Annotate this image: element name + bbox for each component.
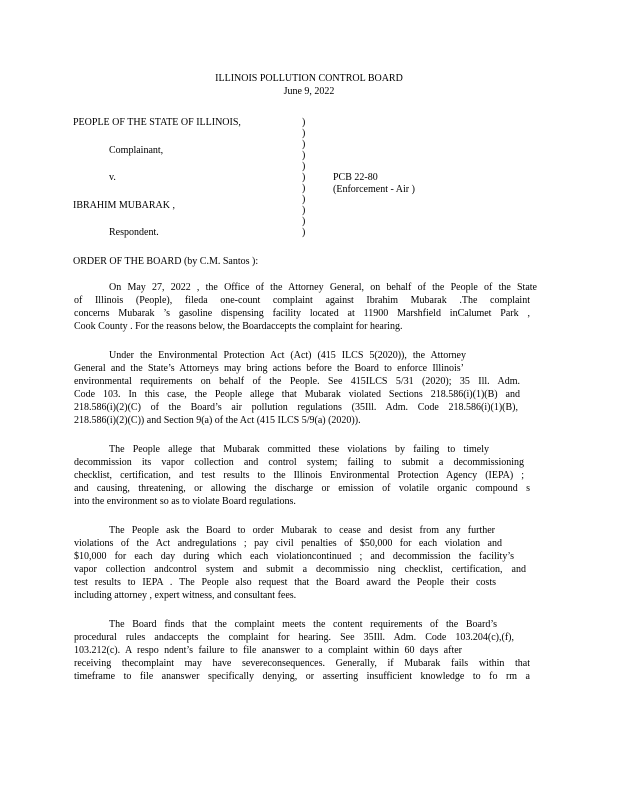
caption-bracket: ) <box>302 139 306 150</box>
caption-bracket: ) <box>302 227 306 238</box>
respondent-label: Respondent. <box>109 227 159 238</box>
paragraph-line: of Illinois (People), fileda one-count complaint against Ibrahim Mubarak .The complaint <box>74 295 530 306</box>
caption-bracket: ) <box>302 161 306 172</box>
respondent-name: IBRAHIM MUBARAK , <box>73 200 175 211</box>
caption-bracket: ) <box>302 150 306 161</box>
case-number: PCB 22-80 <box>333 172 378 183</box>
paragraph-line: concerns Mubarak ’s gasoline dispensing facility located at 11900 Marshfield inCalumet Park , <box>74 308 530 319</box>
paragraph-line: Cook County . For the reasons below, the Boardaccepts the complaint for hearing. <box>74 321 403 332</box>
paragraph-line: Code 103. In this case, the People allege that Mubarak violated Sections 218.586(i)(1)(B) and <box>74 389 520 400</box>
paragraph-line: The People allege that Mubarak committed these violations by failing to timely <box>109 444 489 455</box>
order-date: June 9, 2022 <box>283 86 335 97</box>
paragraph-line: $10,000 for each day during which each violationcontinued ; and decommission the facility’s <box>74 551 514 562</box>
case-type: (Enforcement - Air ) <box>333 184 415 195</box>
caption-bracket: ) <box>302 117 306 128</box>
paragraph-line: violations of the Act andregulations ; pay civil penalties of $50,000 for each violation and <box>74 538 502 549</box>
versus-label: v. <box>109 172 116 183</box>
paragraph-line: receiving thecomplaint may have severeconsequences. Generally, if Mubarak fails within that <box>74 658 530 669</box>
paragraph-line: General and the State’s Attorneys may bring actions before the Board to enforce Illinois’ <box>74 363 464 374</box>
agency-title: ILLINOIS POLLUTION CONTROL BOARD <box>215 73 403 84</box>
paragraph-line: decommission its vapor collection and control system; failing to submit a decommissioning <box>74 457 524 468</box>
paragraph-line: Under the Environmental Protection Act (Act) (415 ILCS 5(2020)), the Attorney <box>109 350 466 361</box>
paragraph-line: 218.586(i)(2)(C) of the Board’s air pollution regulations (35Ill. Adm. Code 218.586(i)(1)(B), <box>74 402 518 413</box>
paragraph-line: timeframe to file ananswer specifically denying, or asserting insufficient knowledge to fo rm a <box>74 671 530 682</box>
paragraph-line: into the environment so as to violate Board regulations. <box>74 496 296 507</box>
caption-bracket: ) <box>302 128 306 139</box>
paragraph-line: vapor collection andcontrol system and submit a decommissio ning checklist, certification, and <box>74 564 526 575</box>
paragraph-line: procedural rules andaccepts the complaint for hearing. See 35Ill. Adm. Code 103.204(c),(f), <box>74 632 514 643</box>
paragraph-line: checklist, certification, and test results to the Illinois Environmental Protection Agency (IEPA) ; <box>74 470 524 481</box>
paragraph-line: test results to IEPA . The People also request that the Board award the People their costs <box>74 577 496 588</box>
paragraph-line: environmental requirements on behalf of the People. See 415ILCS 5/31 (2020); 35 Ill. Adm. <box>74 376 520 387</box>
caption-bracket: ) <box>302 172 306 183</box>
paragraph-line: and causing, threatening, or allowing the discharge or emission of volatile organic compound s <box>74 483 530 494</box>
paragraph-line: On May 27, 2022 , the Office of the Attorney General, on behalf of the People of the State <box>109 282 537 293</box>
order-heading: ORDER OF THE BOARD (by C.M. Santos ): <box>73 256 259 267</box>
paragraph-line: 218.586(i)(2)(C)) and Section 9(a) of the Act (415 ILCS 5/9(a) (2020)). <box>74 415 361 426</box>
petitioner-name: PEOPLE OF THE STATE OF ILLINOIS, <box>73 117 241 128</box>
caption-bracket: ) <box>302 205 306 216</box>
paragraph-line: including attorney , expert witness, and consultant fees. <box>74 590 297 601</box>
complainant-label: Complainant, <box>109 145 164 156</box>
paragraph-line: The Board finds that the complaint meets the content requirements of the Board’s <box>109 619 497 630</box>
caption-bracket: ) <box>302 183 306 194</box>
caption-bracket: ) <box>302 216 306 227</box>
paragraph-line: 103.212(c). A respo ndent’s failure to file ananswer to a complaint within 60 days after <box>74 645 462 656</box>
caption-bracket: ) <box>302 194 306 205</box>
paragraph-line: The People ask the Board to order Mubarak to cease and desist from any further <box>109 525 495 536</box>
